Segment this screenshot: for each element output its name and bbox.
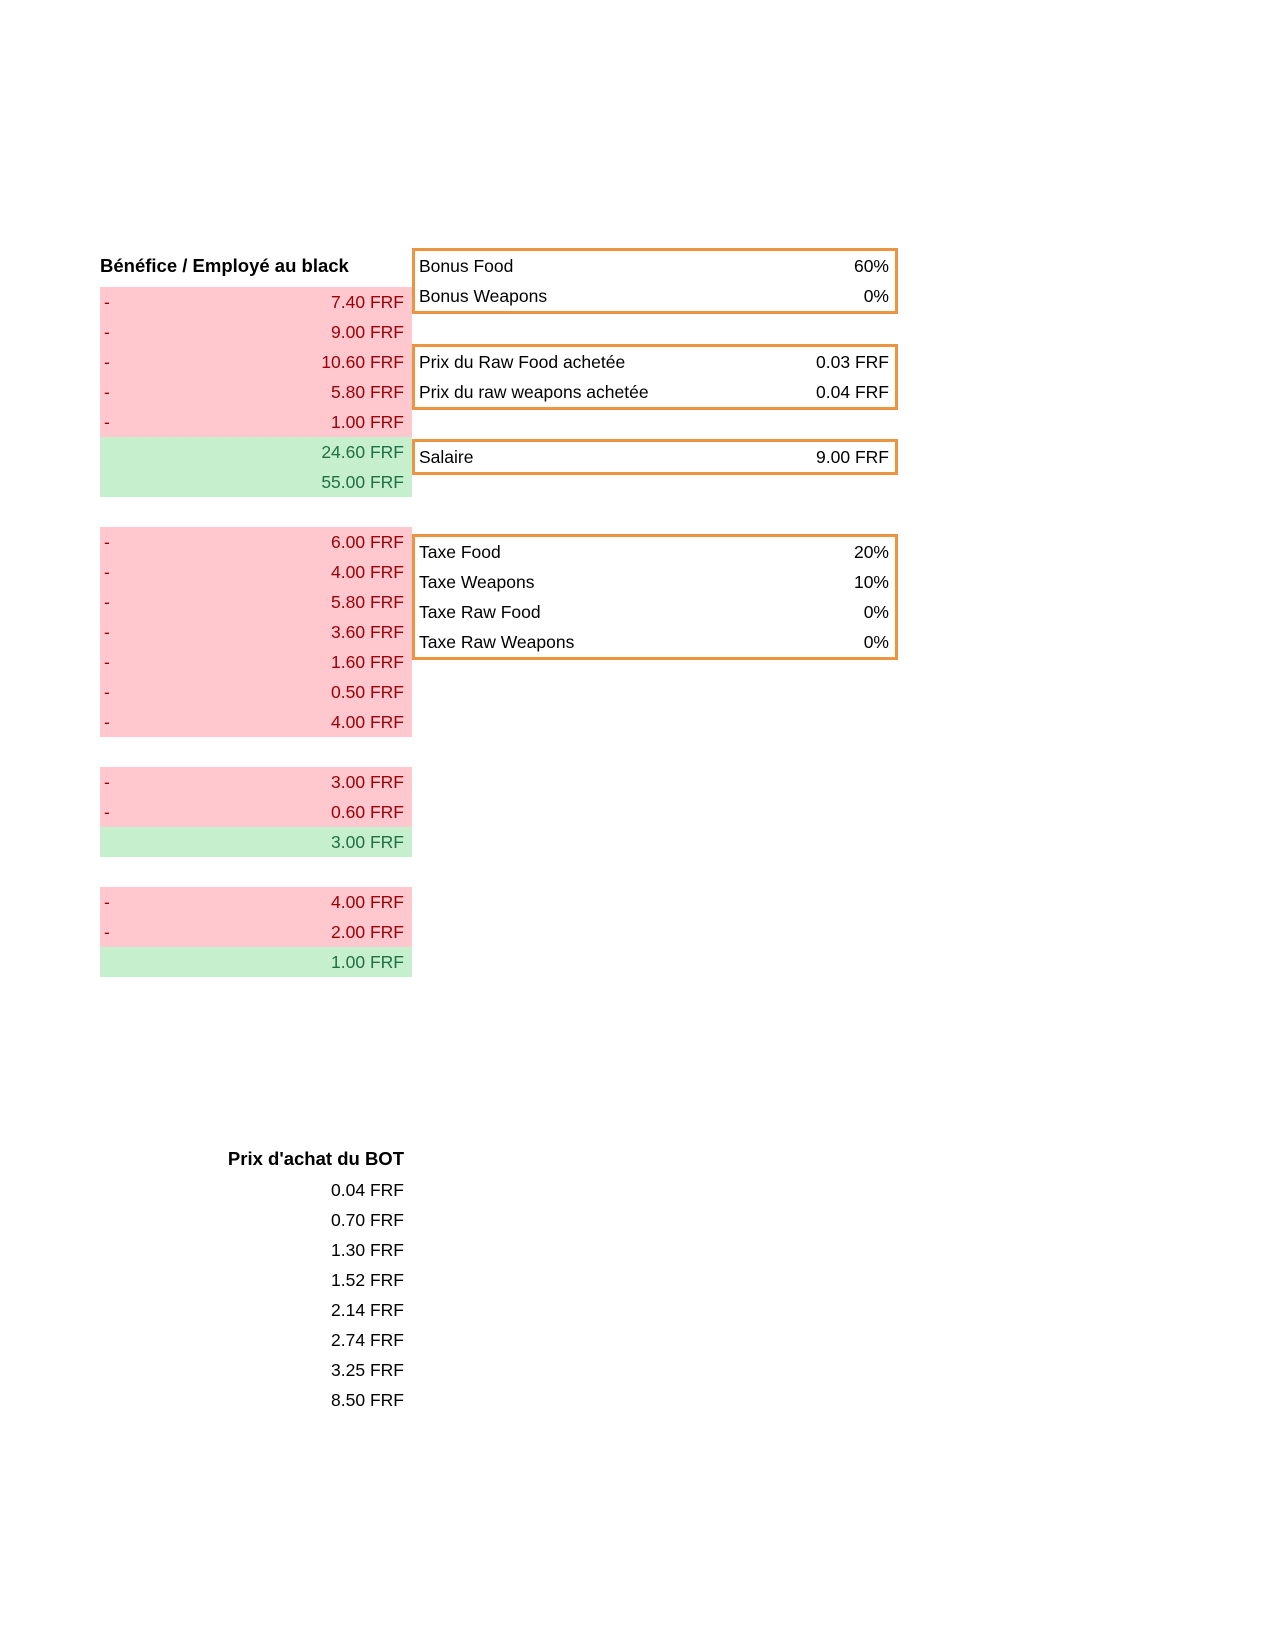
bot-price-row[interactable]: 2.74 FRF	[331, 1330, 404, 1350]
panel-row-label: Bonus Weapons	[419, 286, 548, 306]
panel-row-value: 0.04 FRF	[816, 382, 889, 402]
value-row[interactable]	[100, 527, 412, 557]
panel-row-label: Taxe Weapons	[419, 572, 535, 592]
panel-row[interactable]	[415, 377, 895, 407]
value-row[interactable]	[100, 707, 412, 737]
panel-row-value: 10%	[853, 572, 889, 592]
bot-section-title: Prix d'achat du BOT	[227, 1148, 404, 1169]
bot-price-row[interactable]: 3.25 FRF	[331, 1360, 404, 1380]
negative-sign: -	[104, 592, 110, 612]
value-amount: 3.60 FRF	[331, 622, 404, 642]
negative-sign: -	[104, 682, 110, 702]
value-block	[100, 887, 412, 977]
panel-row-label: Prix du Raw Food achetée	[419, 352, 626, 372]
panel-row[interactable]	[415, 347, 895, 377]
value-amount: 5.80 FRF	[331, 592, 404, 612]
value-row[interactable]	[100, 827, 412, 857]
panel-row[interactable]	[415, 597, 895, 627]
block-spacer	[100, 497, 412, 527]
negative-sign: -	[104, 382, 110, 402]
negative-sign: -	[104, 652, 110, 672]
panel-row-value: 0.03 FRF	[816, 352, 889, 372]
taxe-panel[interactable]	[412, 534, 898, 660]
bot-rows-container	[100, 1175, 412, 1415]
value-amount: 3.00 FRF	[331, 772, 404, 792]
bot-price-row[interactable]: 0.04 FRF	[331, 1180, 404, 1200]
value-row[interactable]	[100, 287, 412, 317]
negative-sign: -	[104, 922, 110, 942]
value-amount: 3.00 FRF	[331, 832, 404, 852]
value-row[interactable]	[100, 767, 412, 797]
negative-sign: -	[104, 292, 110, 312]
value-row[interactable]	[100, 797, 412, 827]
bot-price-section	[100, 1143, 412, 1415]
negative-sign: -	[104, 622, 110, 642]
value-amount: 7.40 FRF	[331, 292, 404, 312]
salaire-panel[interactable]	[412, 439, 898, 475]
negative-sign: -	[104, 562, 110, 582]
panel-row[interactable]	[415, 627, 895, 657]
value-amount: 0.50 FRF	[331, 682, 404, 702]
value-amount: 0.60 FRF	[331, 802, 404, 822]
negative-sign: -	[104, 772, 110, 792]
value-amount: 9.00 FRF	[331, 322, 404, 342]
negative-sign: -	[104, 892, 110, 912]
value-row[interactable]	[100, 947, 412, 977]
left-blocks-container	[100, 287, 412, 977]
value-amount: 5.80 FRF	[331, 382, 404, 402]
prix-panel[interactable]	[412, 344, 898, 410]
panel-row-label: Bonus Food	[419, 256, 514, 276]
value-block	[100, 287, 412, 497]
block-spacer	[100, 857, 412, 887]
value-amount: 10.60 FRF	[321, 352, 404, 372]
bot-price-row[interactable]: 8.50 FRF	[331, 1390, 404, 1410]
value-block	[100, 527, 412, 737]
value-amount: 1.00 FRF	[331, 412, 404, 432]
value-amount: 6.00 FRF	[331, 532, 404, 552]
value-row[interactable]	[100, 617, 412, 647]
negative-sign: -	[104, 352, 110, 372]
bot-price-row[interactable]: 2.14 FRF	[331, 1300, 404, 1320]
value-amount: 4.00 FRF	[331, 562, 404, 582]
negative-sign: -	[104, 322, 110, 342]
negative-sign: -	[104, 712, 110, 732]
panel-row-label: Taxe Food	[419, 542, 501, 562]
value-amount: 1.60 FRF	[331, 652, 404, 672]
page-title: Bénéfice / Employé au black	[100, 255, 349, 276]
bot-price-row[interactable]: 1.30 FRF	[331, 1240, 404, 1260]
panel-row-value: 0%	[863, 602, 889, 622]
panel-row[interactable]	[415, 537, 895, 567]
panel-row-value: 20%	[853, 542, 889, 562]
value-row[interactable]	[100, 407, 412, 437]
panel-row-value: 60%	[853, 256, 889, 276]
panel-row-label: Prix du raw weapons achetée	[419, 382, 649, 402]
left-value-column	[100, 245, 412, 977]
value-amount: 24.60 FRF	[321, 442, 404, 462]
panel-row-value: 0%	[863, 632, 889, 652]
value-amount: 55.00 FRF	[321, 472, 404, 492]
value-amount: 4.00 FRF	[331, 712, 404, 732]
panel-row[interactable]	[415, 251, 895, 281]
value-row[interactable]	[100, 467, 412, 497]
value-row[interactable]	[100, 317, 412, 347]
value-row[interactable]	[100, 587, 412, 617]
panel-row-label: Taxe Raw Weapons	[419, 632, 575, 652]
block-spacer	[100, 737, 412, 767]
value-amount: 1.00 FRF	[331, 952, 404, 972]
value-row[interactable]	[100, 677, 412, 707]
bot-price-row[interactable]: 1.52 FRF	[331, 1270, 404, 1290]
value-row[interactable]	[100, 557, 412, 587]
panel-row-label: Salaire	[419, 447, 474, 467]
panel-row[interactable]	[415, 442, 895, 472]
value-amount: 2.00 FRF	[331, 922, 404, 942]
panel-row[interactable]	[415, 567, 895, 597]
negative-sign: -	[104, 802, 110, 822]
bot-price-row[interactable]: 0.70 FRF	[331, 1210, 404, 1230]
value-block	[100, 767, 412, 857]
value-row[interactable]	[100, 887, 412, 917]
value-amount: 4.00 FRF	[331, 892, 404, 912]
value-row[interactable]	[100, 917, 412, 947]
panel-row-value: 0%	[863, 286, 889, 306]
value-row[interactable]	[100, 647, 412, 677]
panel-row-label: Taxe Raw Food	[419, 602, 541, 622]
value-row[interactable]	[100, 347, 412, 377]
value-row[interactable]	[100, 437, 412, 467]
panel-row-value: 9.00 FRF	[816, 447, 889, 467]
bonus-panel[interactable]	[412, 248, 898, 314]
negative-sign: -	[104, 412, 110, 432]
negative-sign: -	[104, 532, 110, 552]
value-row[interactable]	[100, 377, 412, 407]
panel-row[interactable]	[415, 281, 895, 311]
